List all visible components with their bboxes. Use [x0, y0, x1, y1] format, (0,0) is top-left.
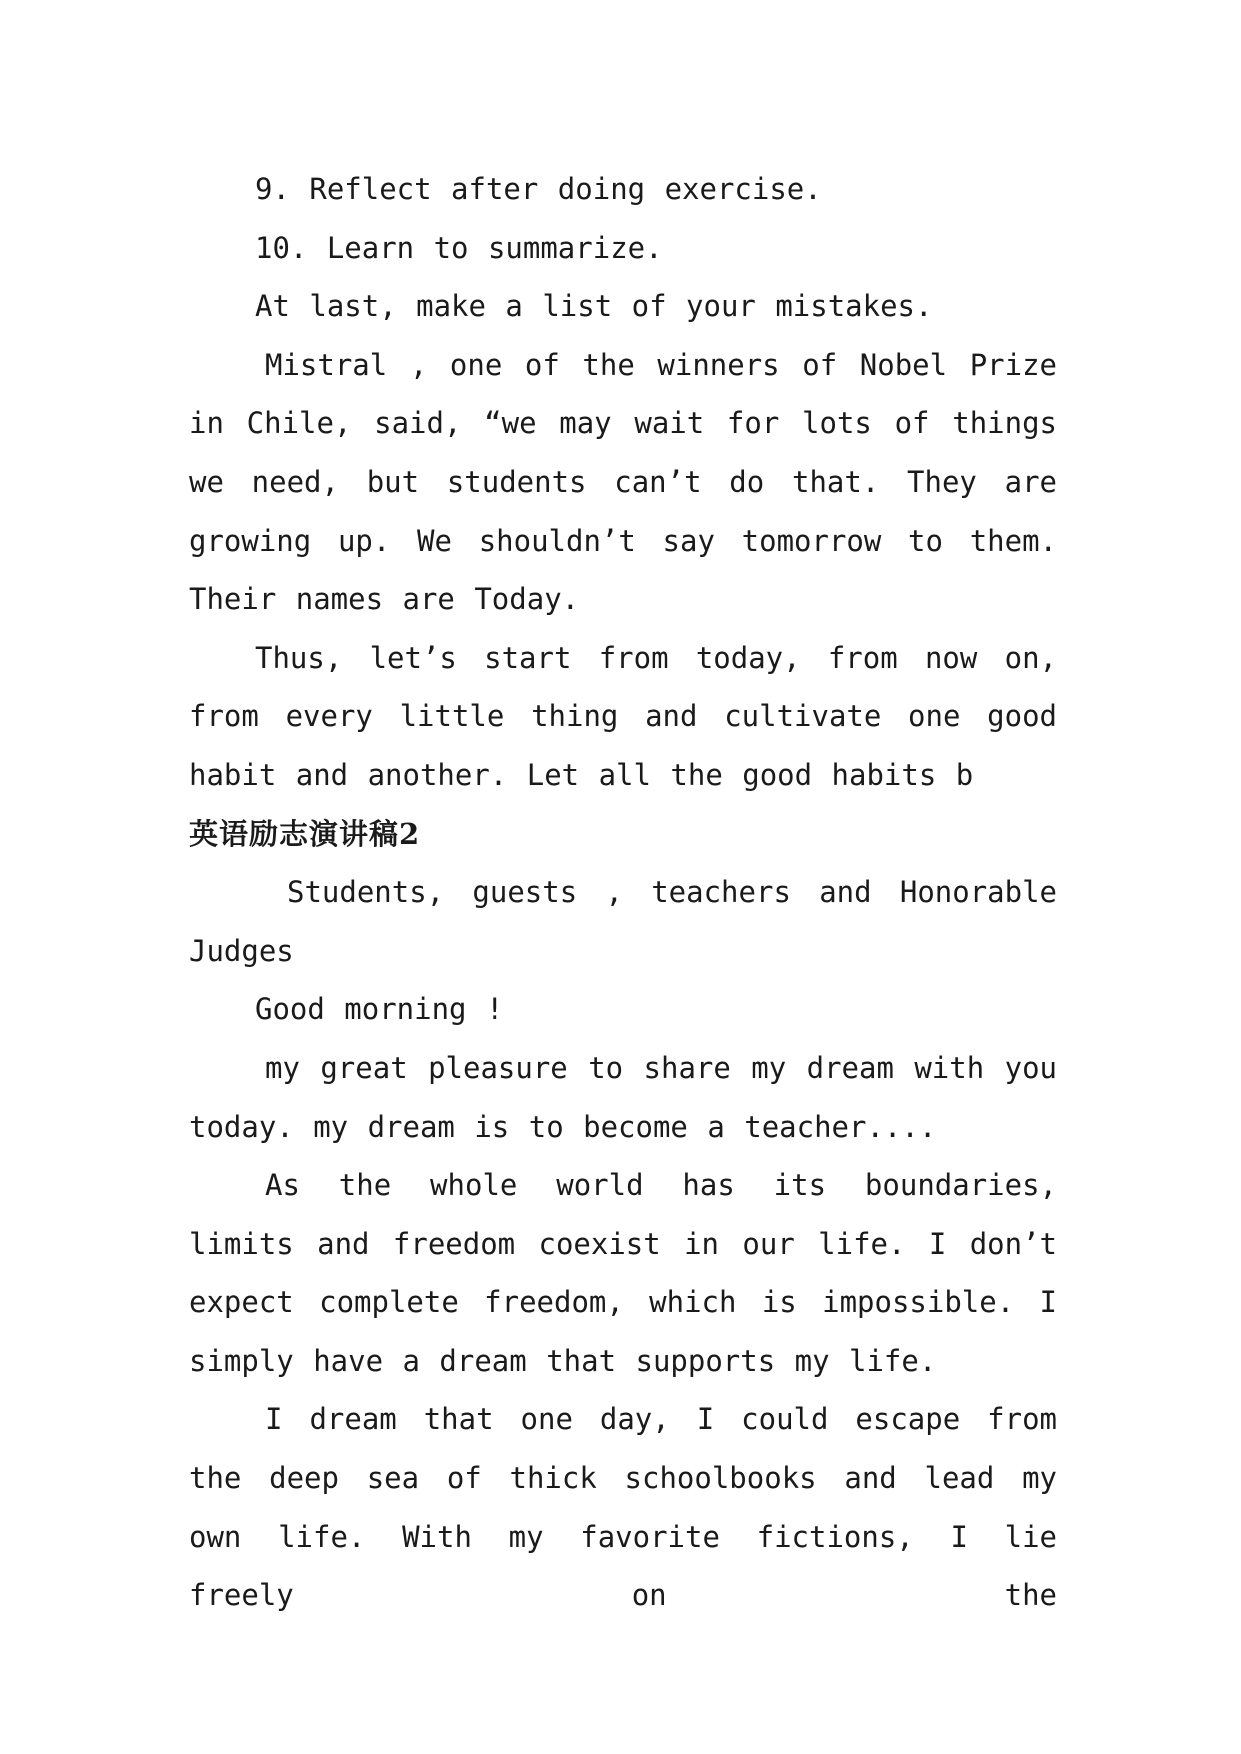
paragraph-list-item-10: 10. Learn to summarize.	[255, 230, 663, 265]
paragraph-dream-intro: my great pleasure to share my dream with you today. my dream is to become a teacher....	[189, 1050, 1057, 1144]
paragraph-good-morning: Good morning !	[255, 992, 504, 1027]
document-body	[189, 160, 1057, 1625]
paragraph-list-item-9: 9. Reflect after doing exercise.	[255, 172, 822, 206]
paragraph-boundaries: As the whole world has its boundaries, limits and freedom coexist in our life. I don’t expect complete freedom, which is impossible. I simply have a dream that supports my life.	[189, 1168, 1057, 1378]
paragraph-greeting-audience: Students, guests , teachers and Honorable Judges	[189, 875, 1057, 968]
paragraph-escape-dream: I dream that one day, I could escape from the deep sea of thick schoolbooks and lead my own life. With my favorite fictions, I lie freely on the	[189, 1402, 1057, 1613]
paragraph-mistral-quote: Mistral , one of the winners of Nobel Prize in Chile, said, “we may wait for lots of things we need, but students can’t do that. They are growing up. We shouldn’t say tomorrow to them. Their names are Today.	[189, 347, 1057, 617]
paragraph-start-today: Thus, let’s start from today, from now on, from every little thing and cultivate one good habit and another. Let all the good habits b	[189, 640, 1057, 792]
section-heading: 英语励志演讲稿2	[189, 816, 421, 851]
paragraph-mistakes: At last, make a list of your mistakes.	[255, 289, 933, 324]
